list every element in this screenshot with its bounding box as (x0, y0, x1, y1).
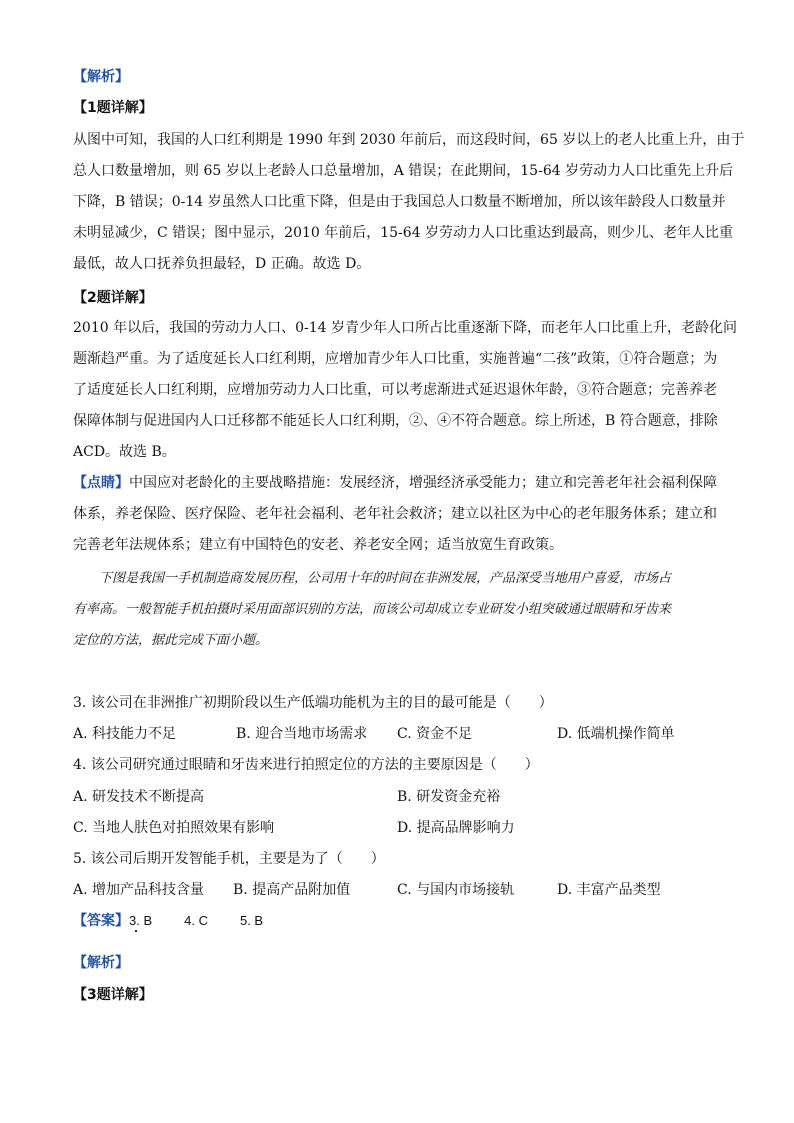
question-3-stem: 3. 该公司在非洲推广初期阶段以生产低端功能机为主的目的最可能是（ ） (73, 695, 553, 711)
q1-explanation (73, 125, 745, 280)
q1-detail-heading: 【1题详解】 (73, 100, 153, 116)
tip-heading: 【点睛】 (73, 475, 129, 491)
intro-line: 下图是我国一手机制造商发展历程，公司用十年的时间在非洲发展，产品深受当地用户喜爱，市场占 (99, 571, 672, 586)
answer-value: 5. B (239, 913, 264, 928)
question-4-option-c: C. 当地人肤色对拍照效果有影响 (73, 820, 275, 836)
question-3-option-c: C. 资金不足 (397, 726, 473, 742)
question-5-option-b: B. 提高产品附加值 (233, 882, 351, 898)
q2-explanation (73, 313, 737, 468)
tip-block (73, 468, 723, 561)
question-intro (73, 563, 723, 656)
q1-line: 从图中可知，我国的人口红利期是 1990 年到 2030 年前后，而这段时间，65 岁以上的老人比重上升，由于 (73, 132, 745, 148)
q2-line: ACD。故选 B。 (73, 444, 176, 460)
q2-line: 题渐趋严重。为了适度延长人口红利期，应增加青少年人口比重，实施普遍“二孩”政策，①符合题意；为 (73, 351, 718, 367)
question-5-option-c: C. 与国内市场接轨 (397, 882, 515, 898)
tip-line (73, 468, 723, 499)
answer-line (73, 910, 263, 930)
question-3-option-a: A. 科技能力不足 (73, 726, 177, 742)
question-3-option-b: B. 迎合当地市场需求 (236, 726, 368, 742)
tip-line: 体系，养老保险、医疗保险、老年社会福利、老年社会救济；建立以社区为中心的老年服务体系；建立和 (73, 506, 717, 522)
question-4-stem: 4. 该公司研究通过眼睛和牙齿来进行拍照定位的方法的主要原因是（ ） (73, 757, 539, 773)
analysis-heading: 【解析】 (73, 69, 129, 85)
question-4-option-d: D. 提高品牌影响力 (397, 820, 515, 836)
question-5-option-a: A. 增加产品科技含量 (73, 882, 205, 898)
q1-line: 最低，故人口抚养负担最轻，D 正确。故选 D。 (73, 256, 371, 272)
q2-line: 了适度延长人口红利期，应增加劳动力人口比重，可以考虑渐进式延迟退休年龄，③符合题意；完善养老 (73, 382, 717, 398)
q1-line: 下降，B 错误；0-14 岁虽然人口比重下降，但是由于我国总人口数量不断增加，所以该年龄段人口数量并 (73, 194, 726, 210)
answer-value: 3. B (129, 913, 153, 928)
q1-line: 未明显减少，C 错误；图中显示，2010 年前后，15-64 岁劳动力人口比重达到最高，则少儿、老年人比重 (73, 225, 734, 241)
tip-text: 中国应对老龄化的主要战略措施：发展经济，增强经济承受能力；建立和完善老年社会福利保障 (129, 475, 717, 491)
q2-detail-heading: 【2题详解】 (73, 290, 153, 306)
question-4-option-b: B. 研发资金充裕 (397, 789, 501, 805)
intro-line: 定位的方法，据此完成下面小题。 (73, 633, 269, 648)
question-4-option-a: A. 研发技术不断提高 (73, 789, 205, 805)
q3-detail-heading: 【3题详解】 (73, 987, 153, 1003)
question-5-option-d: D. 丰富产品类型 (557, 882, 661, 898)
answer-value: 4. C (184, 913, 208, 928)
q2-line: 保障体制与促进国内人口迁移都不能延长人口红利期，②、④不符合题意。综上所述，B 符合题意，排除 (73, 413, 718, 429)
question-5-stem: 5. 该公司后期开发智能手机，主要是为了（ ） (73, 851, 385, 867)
question-3-option-d: D. 低端机操作简单 (557, 726, 675, 742)
analysis-heading-2: 【解析】 (73, 955, 129, 971)
intro-line: 有率高。一般智能手机拍摄时采用面部识别的方法，而该公司却成立专业研发小组突破通过眼睛和牙齿来 (73, 602, 672, 617)
tip-line: 完善老年法规体系；建立有中国特色的安老、养老安全网；适当放宽生育政策。 (73, 537, 563, 553)
stray-dot (135, 930, 137, 932)
answer-heading: 【答案】 (73, 913, 129, 929)
q1-line: 总人口数量增加，则 65 岁以上老龄人口总量增加，A 错误；在此期间，15-64 岁劳动力人口比重先上升后 (73, 163, 734, 179)
q2-line: 2010 年以后，我国的劳动力人口、0-14 岁青少年人口所占比重逐渐下降，而老年人口比重上升，老龄化问 (73, 320, 737, 336)
